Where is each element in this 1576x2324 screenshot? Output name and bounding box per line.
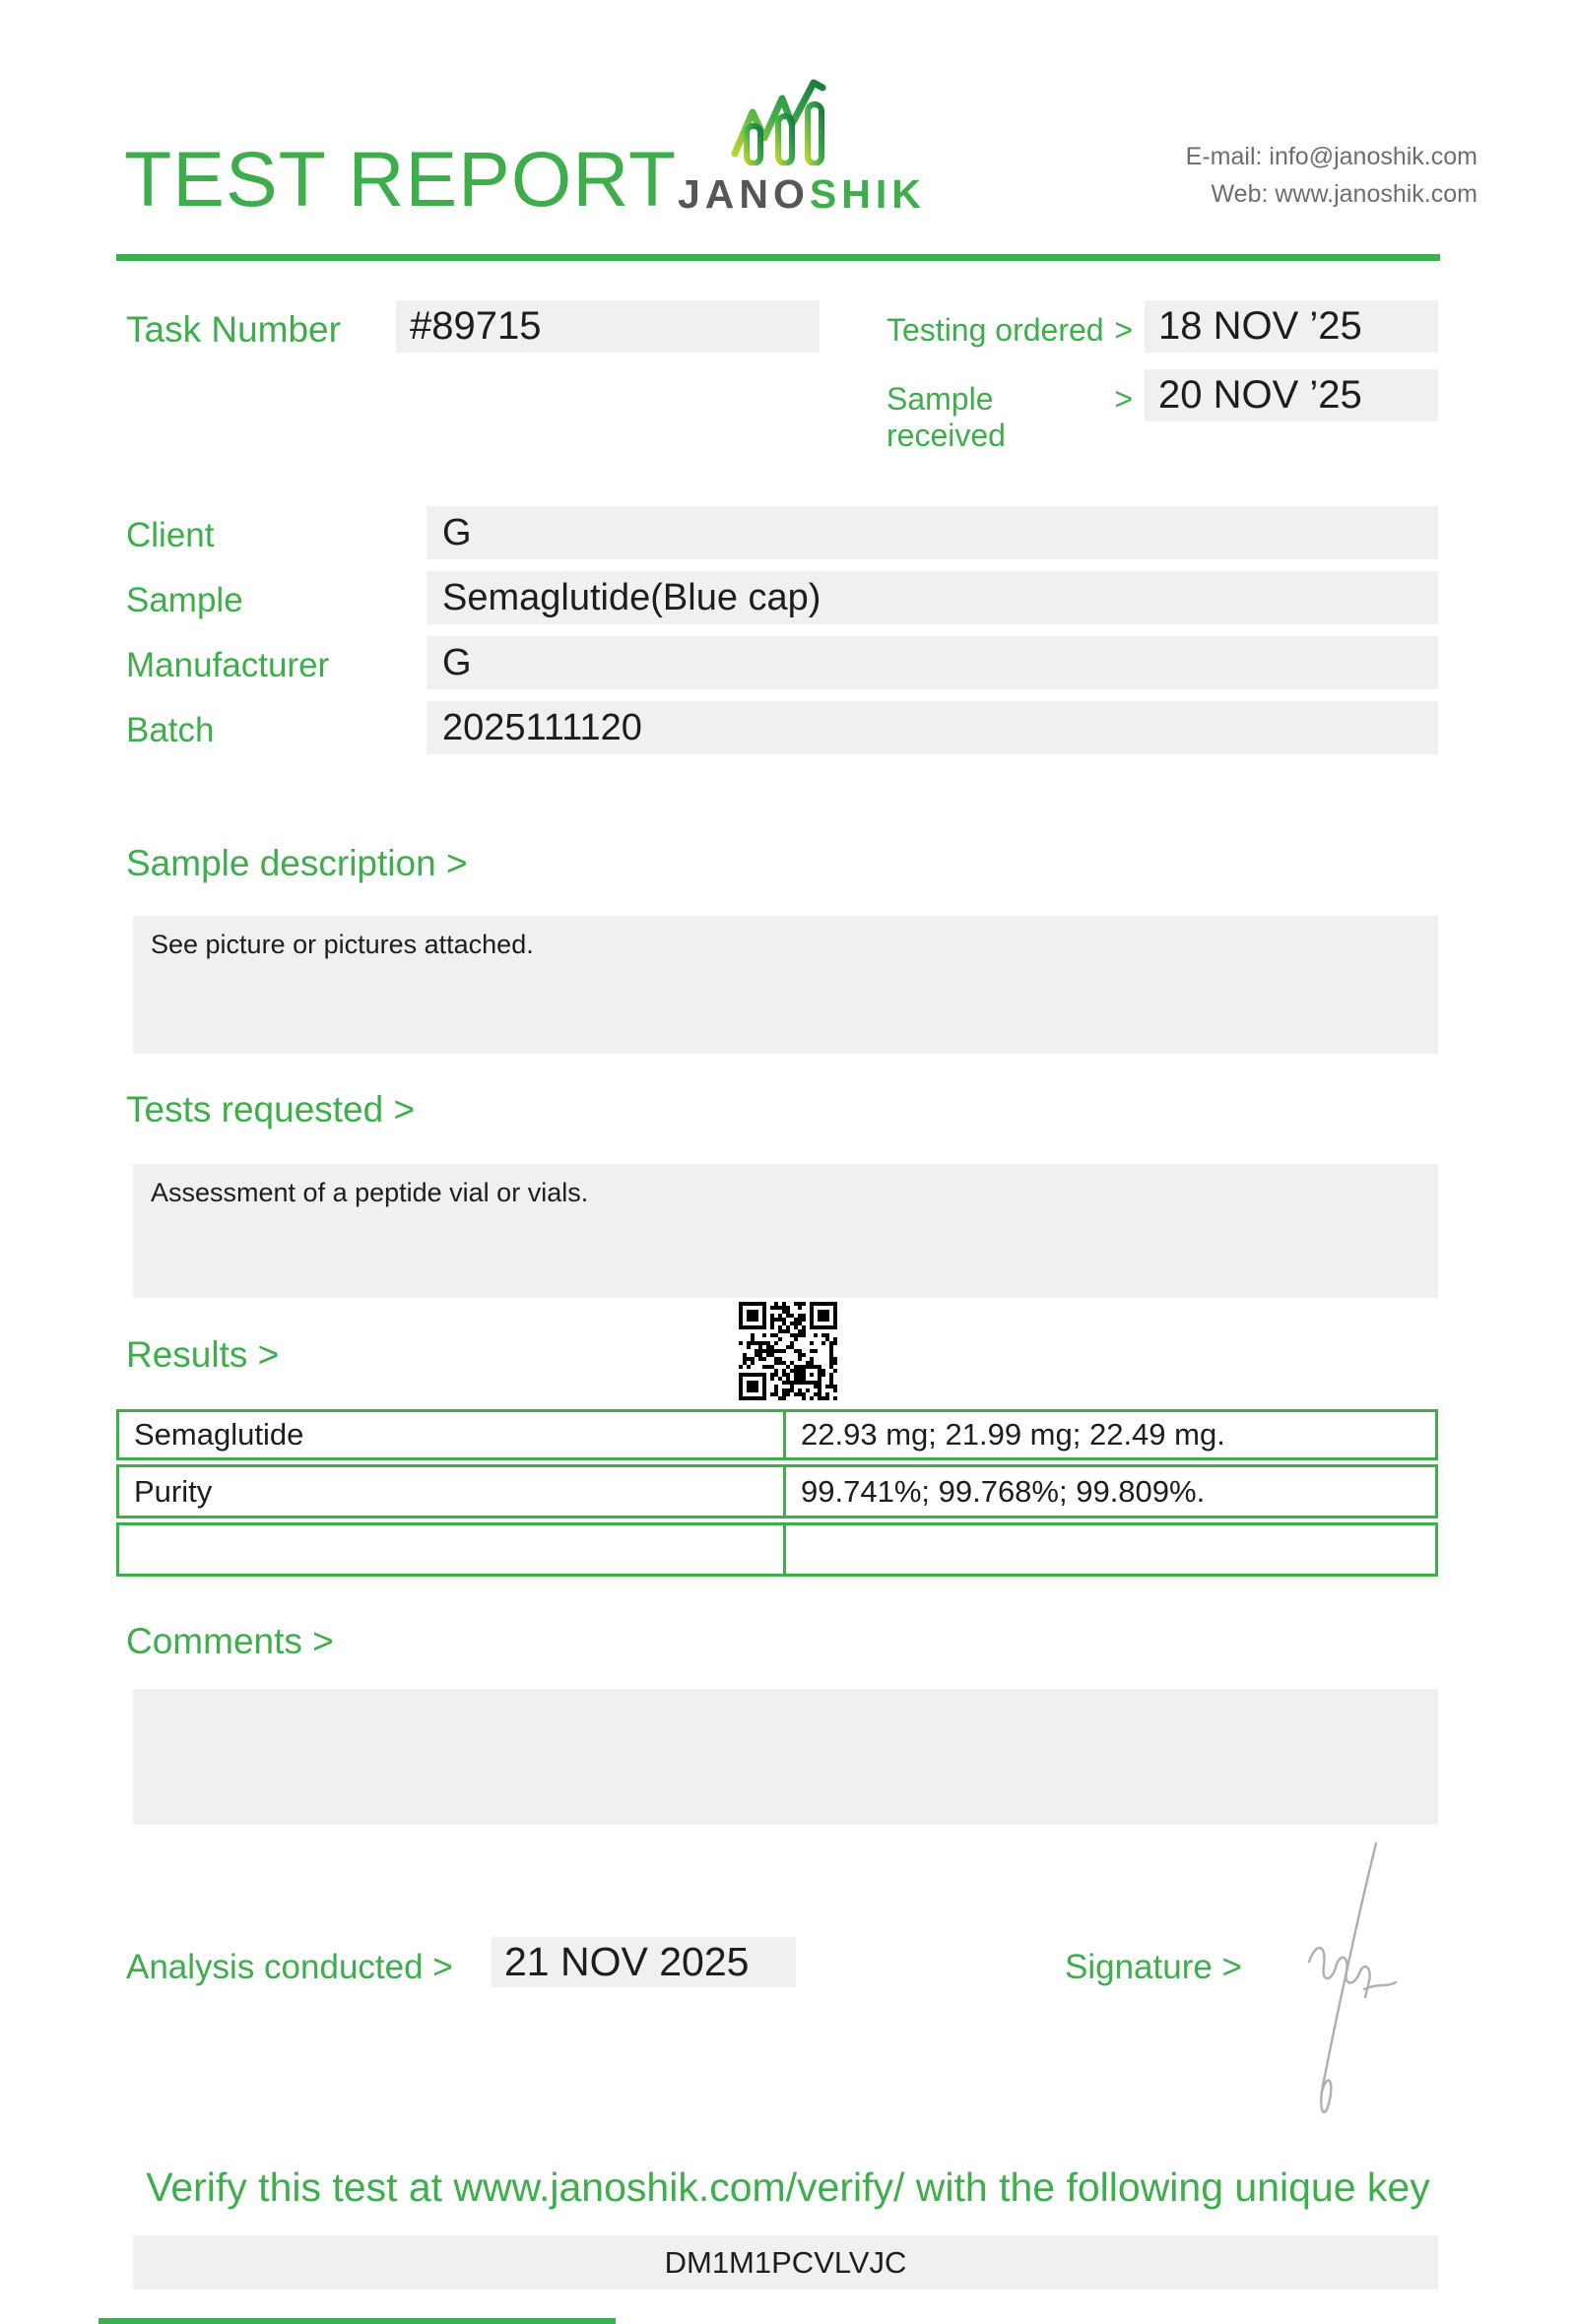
signature-image xyxy=(1266,1838,1423,2138)
results-table-row xyxy=(116,1464,1438,1518)
task-number-label: Task Number xyxy=(126,309,341,350)
sample-description-heading: Sample description > xyxy=(126,843,468,883)
tests-requested-text: Assessment of a peptide vial or vials. xyxy=(151,1178,589,1207)
qr-code xyxy=(739,1302,837,1400)
batch-label: Batch xyxy=(126,711,215,749)
chevron-right-icon: > xyxy=(1114,381,1133,417)
result-analyte xyxy=(119,1525,786,1574)
results-table-row xyxy=(116,1522,1438,1577)
sample-description-panel xyxy=(133,916,1438,1054)
page-title: TEST REPORT xyxy=(124,135,678,223)
logo-wordmark xyxy=(678,171,926,218)
sample-received-text: Sample received xyxy=(886,381,1006,453)
contact-web: Web: www.janoshik.com xyxy=(1211,180,1478,208)
result-analyte: Purity xyxy=(119,1467,786,1516)
comments-panel xyxy=(133,1689,1438,1825)
comments-heading: Comments > xyxy=(126,1621,334,1661)
contact-info xyxy=(1186,138,1478,213)
sample-received-date: 20 NOV ’25 xyxy=(1158,373,1362,417)
verify-instruction: Verify this test at www.janoshik.com/verify/ with the following unique key xyxy=(146,2164,1430,2210)
janoshik-logo xyxy=(678,75,926,218)
task-number-text: #89715 xyxy=(410,304,542,348)
verify-key-text: DM1M1PCVLVJC xyxy=(664,2244,907,2280)
signature-label: Signature > xyxy=(1065,1948,1242,1986)
client-label: Client xyxy=(126,516,215,554)
analysis-date-value xyxy=(492,1937,796,1987)
chevron-right-icon: > xyxy=(1114,312,1133,348)
manufacturer-text: G xyxy=(442,641,472,683)
logo-chart-bars-icon xyxy=(731,75,847,165)
analysis-date-text: 21 NOV 2025 xyxy=(504,1939,750,1984)
results-heading: Results > xyxy=(126,1334,280,1375)
batch-value xyxy=(427,701,1438,754)
sample-label: Sample xyxy=(126,581,243,619)
manufacturer-value xyxy=(427,636,1438,689)
sample-description-text: See picture or pictures attached. xyxy=(151,930,534,959)
logo-jano-text: JANO xyxy=(678,171,810,217)
result-value xyxy=(786,1525,1435,1574)
client-value xyxy=(427,506,1438,559)
testing-ordered-value xyxy=(1145,300,1438,353)
batch-text: 2025111120 xyxy=(442,706,642,748)
result-analyte: Semaglutide xyxy=(119,1412,786,1457)
manufacturer-label: Manufacturer xyxy=(126,646,330,684)
logo-shik-text: SHIK xyxy=(809,171,926,217)
sample-value xyxy=(427,571,1438,624)
footer-divider xyxy=(98,2318,616,2324)
result-value: 99.741%; 99.768%; 99.809%. xyxy=(801,1473,1206,1509)
sample-received-value xyxy=(1145,369,1438,421)
client-text: G xyxy=(442,511,472,553)
tests-requested-panel xyxy=(133,1164,1438,1298)
testing-ordered-date: 18 NOV ’25 xyxy=(1158,304,1362,348)
testing-ordered-label xyxy=(886,312,1133,349)
sample-received-label xyxy=(886,381,1133,454)
sample-text: Semaglutide(Blue cap) xyxy=(442,576,821,618)
header-divider xyxy=(116,254,1440,261)
verify-key-value xyxy=(133,2235,1438,2290)
contact-email: E-mail: info@janoshik.com xyxy=(1185,143,1478,170)
analysis-conducted-label: Analysis conducted > xyxy=(126,1948,453,1986)
results-table-row xyxy=(116,1409,1438,1460)
tests-requested-heading: Tests requested > xyxy=(126,1089,416,1130)
result-value: 22.93 mg; 21.99 mg; 22.49 mg. xyxy=(801,1417,1225,1452)
testing-ordered-text: Testing ordered xyxy=(886,312,1104,348)
task-number-value xyxy=(396,300,820,353)
